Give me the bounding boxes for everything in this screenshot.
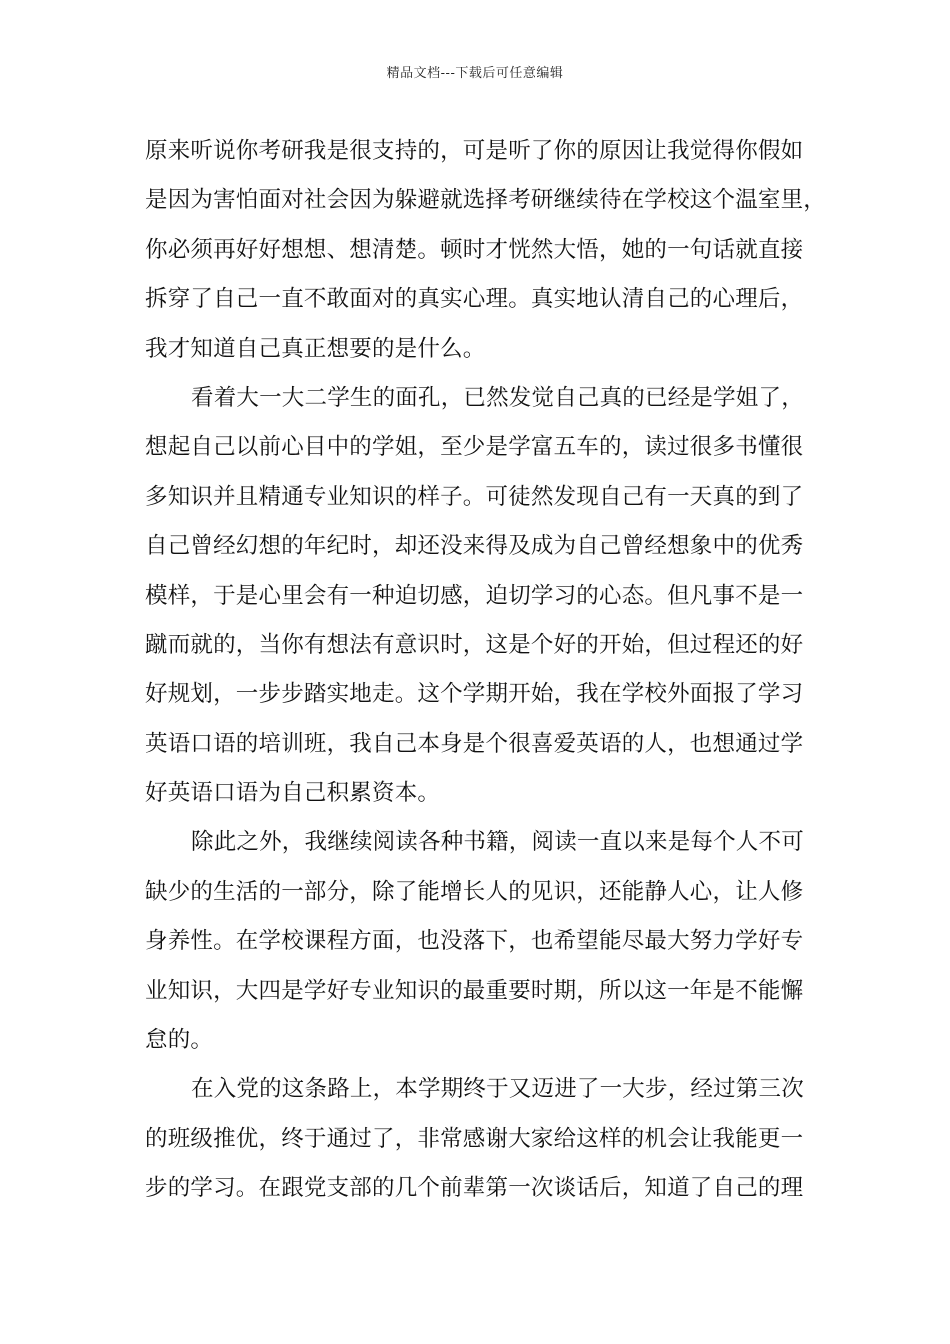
text-line: 业知识，大四是学好专业知识的最重要时期，所以这一年是不能懈	[145, 977, 804, 1004]
text-line: 缺少的生活的一部分，除了能增长人的见识，还能静人心，让人修	[145, 878, 804, 905]
text-line: 英语口语的培训班，我自己本身是个很喜爱英语的人，也想通过学	[145, 730, 804, 757]
paragraph-first-line: 在入党的这条路上，本学期终于又迈进了一大步，经过第三次	[191, 1076, 804, 1103]
text-line: 你必须再好好想想、想清楚。顿时才恍然大悟，她的一句话就直接	[145, 236, 804, 263]
paragraph-first-line: 除此之外，我继续阅读各种书籍，阅读一直以来是每个人不可	[191, 829, 804, 856]
text-line: 的班级推优，终于通过了，非常感谢大家给这样的机会让我能更一	[145, 1125, 804, 1152]
text-line: 模样，于是心里会有一种迫切感，迫切学习的心态。但凡事不是一	[145, 582, 804, 609]
text-line: 我才知道自己真正想要的是什么。	[145, 335, 486, 362]
text-line: 自己曾经幻想的年纪时，却还没来得及成为自己曾经想象中的优秀	[145, 533, 804, 560]
text-line: 身养性。在学校课程方面，也没落下，也希望能尽最大努力学好专	[145, 928, 804, 955]
text-line: 多知识并且精通专业知识的样子。可徒然发现自己有一天真的到了	[145, 483, 804, 510]
text-line: 蹴而就的，当你有想法有意识时，这是个好的开始，但过程还的好	[145, 631, 804, 658]
text-line: 原来听说你考研我是很支持的，可是听了你的原因让我觉得你假如	[145, 138, 804, 164]
page-header: 精品文档---下载后可任意编辑	[386, 66, 564, 81]
text-line: 想起自己以前心目中的学姐，至少是学富五车的，读过很多书懂很	[145, 434, 804, 461]
paragraph-first-line: 看着大一大二学生的面孔，已然发觉自己真的已经是学姐了，	[191, 384, 804, 411]
text-line: 好英语口语为自己积累资本。	[145, 780, 441, 807]
text-line: 步的学习。在跟党支部的几个前辈第一次谈话后，知道了自己的理	[145, 1175, 804, 1202]
text-line: 好规划，一步步踏实地走。这个学期开始，我在学校外面报了学习	[145, 681, 804, 708]
text-line: 怠的。	[145, 1027, 214, 1054]
text-line: 拆穿了自己一直不敢面对的真实心理。真实地认清自己的心理后，	[145, 286, 804, 313]
document-body	[145, 127, 825, 1214]
text-line: 是因为害怕面对社会因为躲避就选择考研继续待在学校这个温室里，	[145, 187, 827, 214]
